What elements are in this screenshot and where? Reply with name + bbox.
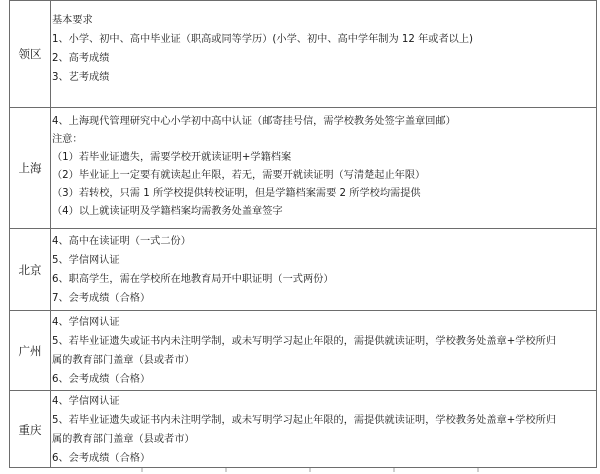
row-content: [52, 391, 592, 468]
requirement-line: 属的教育部门盖章（县或者市）: [52, 355, 195, 366]
table-row-lingqu: [10, 1, 596, 108]
requirement-line: 属的教育部门盖章（县或者市）: [52, 434, 195, 445]
requirement-line: 基本要求: [52, 15, 93, 26]
requirement-line: 6、会考成绩（合格）: [52, 374, 151, 385]
edge-mark: [393, 468, 395, 472]
requirement-line: 4、学信网认证: [52, 396, 120, 407]
row-content: [52, 311, 592, 390]
requirement-line: 7、会考成绩（合格）: [52, 293, 151, 304]
table-row-beijing: [10, 229, 596, 311]
edge-mark: [225, 468, 227, 472]
requirement-line: 6、会考成绩（合格）: [52, 453, 151, 464]
edge-mark: [309, 468, 311, 472]
row-content: [52, 229, 592, 310]
bottom-edge-marks: [100, 468, 520, 474]
requirement-line: 4、上海现代管理研究中心小学初中高中认证（邮寄挂号信，需学校教务处签字盖章回邮）: [52, 116, 456, 127]
region-label: 领区: [10, 1, 51, 107]
requirement-line: 4、高中在读证明（一式二份）: [52, 236, 191, 247]
requirement-line: 6、职高学生，需在学校所在地教育局开中职证明（一式两份）: [52, 274, 334, 285]
table-row-shanghai: [10, 108, 596, 229]
region-label: 重庆: [10, 391, 51, 468]
row-content: [52, 108, 592, 228]
requirement-line: 4、学信网认证: [52, 317, 120, 328]
region-label: 上海: [10, 108, 51, 228]
requirement-line: 3、艺考成绩: [52, 72, 110, 83]
region-label: 广州: [10, 311, 51, 390]
row-content: [52, 1, 592, 107]
requirement-line: 注意：: [52, 134, 83, 145]
table-row-chongqing: [10, 391, 596, 468]
requirement-line: （2）毕业证上一定要有就读起止年限，若无，需要开就读证明（写清楚起止年限）: [52, 170, 426, 181]
requirement-line: （3）若转校，只需 1 所学校提供转校证明，但是学籍档案需要 2 所学校均需提供: [52, 188, 421, 199]
requirements-table: [9, 0, 597, 468]
requirement-line: 5、若毕业证遗失或证书内未注明学制，或未写明学习起止年限的，需提供就读证明，学校教务处盖章+学校所归: [52, 415, 557, 426]
requirement-line: 2、高考成绩: [52, 53, 110, 64]
edge-mark: [477, 468, 479, 472]
requirement-line: 5、学信网认证: [52, 255, 120, 266]
region-label: 北京: [10, 229, 51, 310]
table-row-guangzhou: [10, 311, 596, 391]
requirement-line: （4）以上就读证明及学籍档案均需教务处盖章签字: [52, 206, 283, 217]
requirement-line: 5、若毕业证遗失或证书内未注明学制，或未写明学习起止年限的，需提供就读证明，学校教务处盖章+学校所归: [52, 336, 557, 347]
requirement-line: 1、小学、初中、高中毕业证（职高或同等学历）(小学、初中、高中学年制为 12 年或者以上): [52, 34, 473, 45]
requirement-line: （1）若毕业证遗失，需要学校开就读证明+学籍档案: [52, 152, 292, 163]
edge-mark: [141, 468, 143, 472]
